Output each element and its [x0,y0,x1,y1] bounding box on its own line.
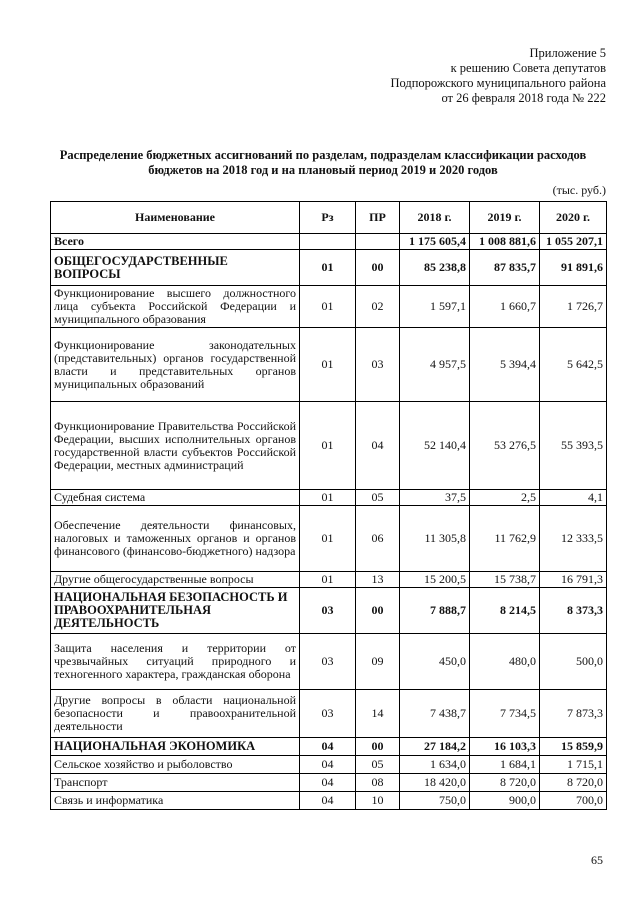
cell-2020: 15 859,9 [540,738,607,756]
cell-pr: 09 [356,634,400,690]
table-row [51,792,607,810]
cell-rz: 01 [300,286,356,328]
cell-2018: 85 238,8 [400,250,470,286]
cell-name: ОБЩЕГОСУДАРСТВЕННЫЕ ВОПРОСЫ [51,250,300,286]
cell-2020: 1 715,1 [540,756,607,774]
cell-2018: 18 420,0 [400,774,470,792]
cell-rz: 04 [300,756,356,774]
cell-2019: 87 835,7 [470,250,540,286]
cell-name: Сельское хозяйство и рыболовство [51,756,300,774]
cell-name: Другие вопросы в области национальной безопасности и правоохранительной деятельности [51,690,300,738]
cell-2020: 1 055 207,1 [540,234,607,250]
table-header-row [51,202,607,234]
cell-rz: 01 [300,506,356,572]
cell-name: НАЦИОНАЛЬНАЯ БЕЗОПАСНОСТЬ И ПРАВООХРАНИТЕЛЬНАЯ ДЕЯТЕЛЬНОСТЬ [51,588,300,634]
appendix-note [390,46,606,106]
cell-rz: 04 [300,774,356,792]
cell-2019: 1 660,7 [470,286,540,328]
cell-2019: 8 214,5 [470,588,540,634]
cell-rz: 03 [300,690,356,738]
cell-rz: 01 [300,250,356,286]
cell-pr: 06 [356,506,400,572]
cell-name: Связь и информатика [51,792,300,810]
cell-2018: 27 184,2 [400,738,470,756]
cell-2019: 5 394,4 [470,328,540,402]
page-number: 65 [591,853,603,867]
cell-rz: 01 [300,328,356,402]
cell-2020: 500,0 [540,634,607,690]
cell-2020: 8 373,3 [540,588,607,634]
cell-rz [300,234,356,250]
appendix-line: к решению Совета депутатов [450,61,606,75]
cell-pr: 10 [356,792,400,810]
column-header-name: Наименование [51,202,300,234]
cell-2019: 1 684,1 [470,756,540,774]
cell-2019: 15 738,7 [470,572,540,588]
cell-2020: 7 873,3 [540,690,607,738]
title-line: бюджетов на 2018 год и на плановый период 2019 и 2020 годов [148,163,498,177]
table-row [51,250,607,286]
cell-2019: 16 103,3 [470,738,540,756]
cell-2018: 450,0 [400,634,470,690]
cell-pr: 13 [356,572,400,588]
cell-2018: 7 438,7 [400,690,470,738]
table-row [51,402,607,490]
column-header-rz: Рз [300,202,356,234]
title-line: Распределение бюджетных ассигнований по разделам, подразделам классификации расходов [59,148,587,162]
cell-pr [356,234,400,250]
cell-2020: 5 642,5 [540,328,607,402]
cell-name: Функционирование Правительства Российской Федерации, высших исполнительных органов государственной власти субъектов Российской Федерации, местных администраций [51,402,300,490]
cell-pr: 05 [356,756,400,774]
column-header-2018: 2018 г. [400,202,470,234]
cell-2020: 8 720,0 [540,774,607,792]
cell-name: НАЦИОНАЛЬНАЯ ЭКОНОМИКА [51,738,300,756]
table-row [51,588,607,634]
cell-name: Всего [51,234,300,250]
cell-name: Судебная система [51,490,300,506]
cell-2020: 55 393,5 [540,402,607,490]
cell-2019: 11 762,9 [470,506,540,572]
table-row [51,774,607,792]
table-row [51,756,607,774]
appendix-line: Приложение 5 [529,46,606,60]
column-header-2020: 2020 г. [540,202,607,234]
column-header-2019: 2019 г. [470,202,540,234]
column-header-pr: ПР [356,202,400,234]
cell-2018: 15 200,5 [400,572,470,588]
cell-2018: 1 175 605,4 [400,234,470,250]
cell-2019: 1 008 881,6 [470,234,540,250]
cell-2019: 53 276,5 [470,402,540,490]
table-row [51,738,607,756]
cell-name: Защита населения и территории от чрезвычайных ситуаций природного и техногенного характера, гражданская оборона [51,634,300,690]
cell-2019: 8 720,0 [470,774,540,792]
cell-2018: 750,0 [400,792,470,810]
cell-pr: 08 [356,774,400,792]
cell-rz: 04 [300,792,356,810]
cell-pr: 03 [356,328,400,402]
cell-rz: 03 [300,634,356,690]
cell-2020: 12 333,5 [540,506,607,572]
table-row [51,506,607,572]
cell-2018: 4 957,5 [400,328,470,402]
cell-2019: 7 734,5 [470,690,540,738]
cell-pr: 00 [356,588,400,634]
cell-name: Обеспечение деятельности финансовых, налоговых и таможенных органов и органов финансового (финансово-бюджетного) надзора [51,506,300,572]
cell-rz: 04 [300,738,356,756]
cell-2018: 1 634,0 [400,756,470,774]
cell-rz: 03 [300,588,356,634]
cell-2018: 37,5 [400,490,470,506]
table-row [51,490,607,506]
table-row [51,572,607,588]
cell-name: Функционирование законодательных (представительных) органов государственной власти и представительных органов муниципальных образований [51,328,300,402]
cell-pr: 04 [356,402,400,490]
cell-2018: 7 888,7 [400,588,470,634]
cell-2018: 11 305,8 [400,506,470,572]
appendix-line: Подпорожского муниципального района [390,76,606,90]
cell-2020: 4,1 [540,490,607,506]
cell-2020: 91 891,6 [540,250,607,286]
cell-2020: 700,0 [540,792,607,810]
cell-2018: 1 597,1 [400,286,470,328]
cell-rz: 01 [300,402,356,490]
cell-pr: 00 [356,250,400,286]
cell-2019: 480,0 [470,634,540,690]
cell-2018: 52 140,4 [400,402,470,490]
cell-rz: 01 [300,572,356,588]
budget-table [50,201,607,810]
cell-rz: 01 [300,490,356,506]
cell-2019: 900,0 [470,792,540,810]
table-row [51,690,607,738]
cell-pr: 05 [356,490,400,506]
table-row [51,328,607,402]
cell-pr: 00 [356,738,400,756]
cell-name: Другие общегосударственные вопросы [51,572,300,588]
cell-2020: 16 791,3 [540,572,607,588]
document-title [40,148,606,178]
units-label: (тыс. руб.) [552,183,606,197]
cell-name: Функционирование высшего должностного лица субъекта Российской Федерации и муниципального образования [51,286,300,328]
cell-name: Транспорт [51,774,300,792]
cell-pr: 02 [356,286,400,328]
table-row [51,634,607,690]
cell-2020: 1 726,7 [540,286,607,328]
cell-2019: 2,5 [470,490,540,506]
appendix-line: от 26 февраля 2018 года № 222 [441,91,606,105]
cell-pr: 14 [356,690,400,738]
table-body [51,234,607,810]
table-row [51,234,607,250]
table-row [51,286,607,328]
